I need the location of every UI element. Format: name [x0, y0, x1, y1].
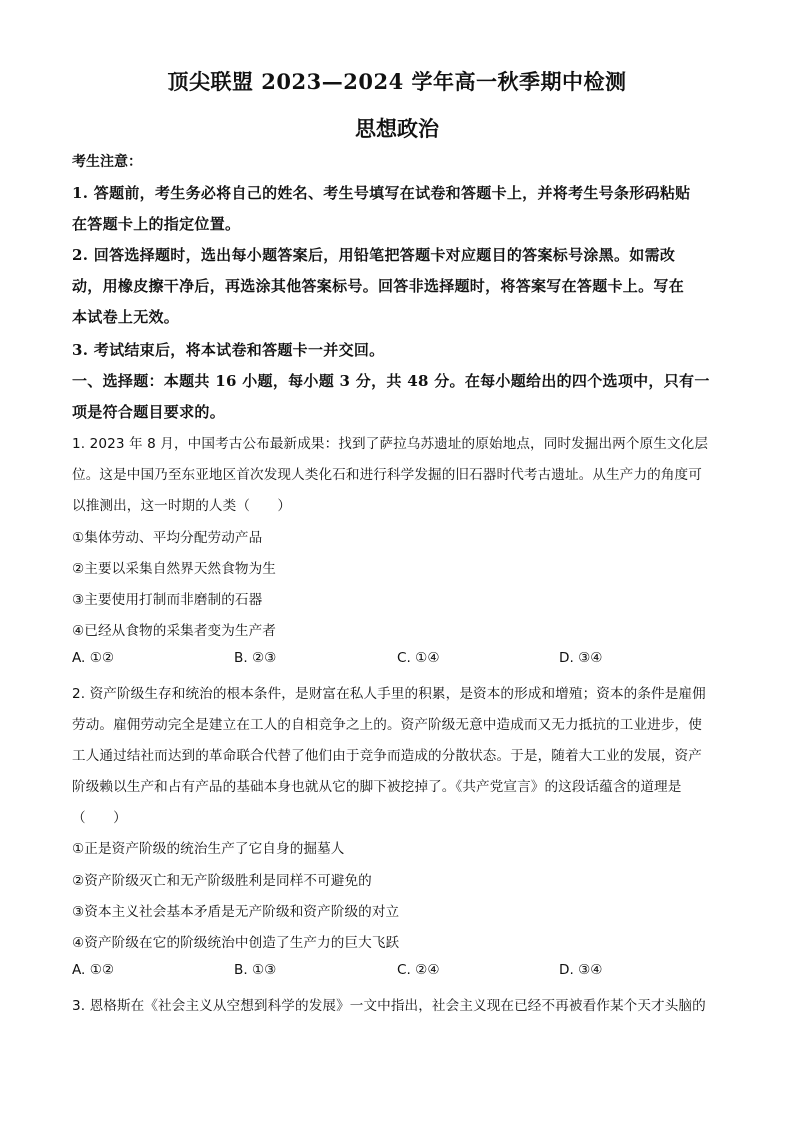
question-2-options — [72, 962, 732, 982]
question-1-item: ①集体劳动、平均分配劳动产品 — [72, 530, 263, 546]
question-2-item: ①正是资产阶级的统治生产了它自身的掘墓人 — [72, 841, 345, 857]
question-1-stem: 位。这是中国乃至东亚地区首次发现人类化石和进行科学发掘的旧石器时代考古遗址。从生产力的角度可 — [72, 467, 702, 483]
question-2-stem: 阶级赖以生产和占有产品的基础本身也就从它的脚下被挖掉了。《共产党宣言》的这段话蕴含的道理是 — [72, 779, 682, 795]
option-a[interactable]: A. ①② — [72, 650, 115, 666]
notice-line: 本试卷上无效。 — [72, 308, 180, 326]
notice-line: 在答题卡上的指定位置。 — [72, 215, 241, 233]
notice-line: 3. 考试结束后，将本试卷和答题卡一并交回。 — [72, 341, 385, 359]
question-2-stem: 2. 资产阶级生存和统治的根本条件，是财富在私人手里的积累，是资本的形成和增殖；资本的条件是雇佣 — [72, 686, 706, 702]
question-1-item: ④已经从食物的采集者变为生产者 — [72, 623, 276, 639]
question-3-stem: 3. 恩格斯在《社会主义从空想到科学的发展》一文中指出，社会主义现在已经不再被看作某个天才头脑的 — [72, 998, 706, 1014]
notice-line: 1. 答题前，考生务必将自己的姓名、考生号填写在试卷和答题卡上，并将考生号条形码粘贴 — [72, 184, 691, 202]
option-c[interactable]: C. ①④ — [397, 650, 440, 666]
question-1-item: ③主要使用打制而非磨制的石器 — [72, 592, 263, 608]
subject-title: 思想政治 — [355, 116, 439, 141]
notice-heading: 考生注意： — [72, 154, 142, 170]
question-1-stem: 以推测出，这一时期的人类（ ） — [72, 498, 292, 514]
option-b[interactable]: B. ①③ — [234, 962, 277, 978]
option-c[interactable]: C. ②④ — [397, 962, 440, 978]
question-2-stem: （ ） — [72, 810, 127, 826]
section-heading: 一、选择题：本题共 16 小题，每小题 3 分，共 48 分。在每小题给出的四个选项中，只有一 — [72, 372, 710, 390]
question-2-stem: 工人通过结社而达到的革命联合代替了他们由于竞争而造成的分散状态。于是，随着大工业的发展，资产 — [72, 748, 702, 764]
option-b[interactable]: B. ②③ — [234, 650, 277, 666]
exam-title: 顶尖联盟 2023—2024 学年高一秋季期中检测 — [167, 69, 627, 94]
option-d[interactable]: D. ③④ — [559, 962, 603, 978]
notice-line: 2. 回答选择题时，选出每小题答案后，用铅笔把答题卡对应题目的答案标号涂黑。如需改 — [72, 246, 676, 264]
question-1-stem: 1. 2023 年 8 月，中国考古公布最新成果：找到了萨拉乌苏遗址的原始地点，同时发掘出两个原生文化层 — [72, 436, 709, 452]
notice-line: 动，用橡皮擦干净后，再选涂其他答案标号。回答非选择题时，将答案写在答题卡上。写在 — [72, 277, 685, 295]
question-2-item: ④资产阶级在它的阶级统治中创造了生产力的巨大飞跃 — [72, 935, 400, 951]
question-2-item: ②资产阶级灭亡和无产阶级胜利是同样不可避免的 — [72, 873, 372, 889]
question-1-item: ②主要以采集自然界天然食物为生 — [72, 561, 276, 577]
question-2-stem: 劳动。雇佣劳动完全是建立在工人的自相竞争之上的。资产阶级无意中造成而又无力抵抗的工业进步，使 — [72, 717, 702, 733]
option-d[interactable]: D. ③④ — [559, 650, 603, 666]
question-2-item: ③资本主义社会基本矛盾是无产阶级和资产阶级的对立 — [72, 904, 400, 920]
option-a[interactable]: A. ①② — [72, 962, 115, 978]
section-heading: 项是符合题目要求的。 — [72, 403, 226, 421]
question-1-options — [72, 650, 732, 670]
